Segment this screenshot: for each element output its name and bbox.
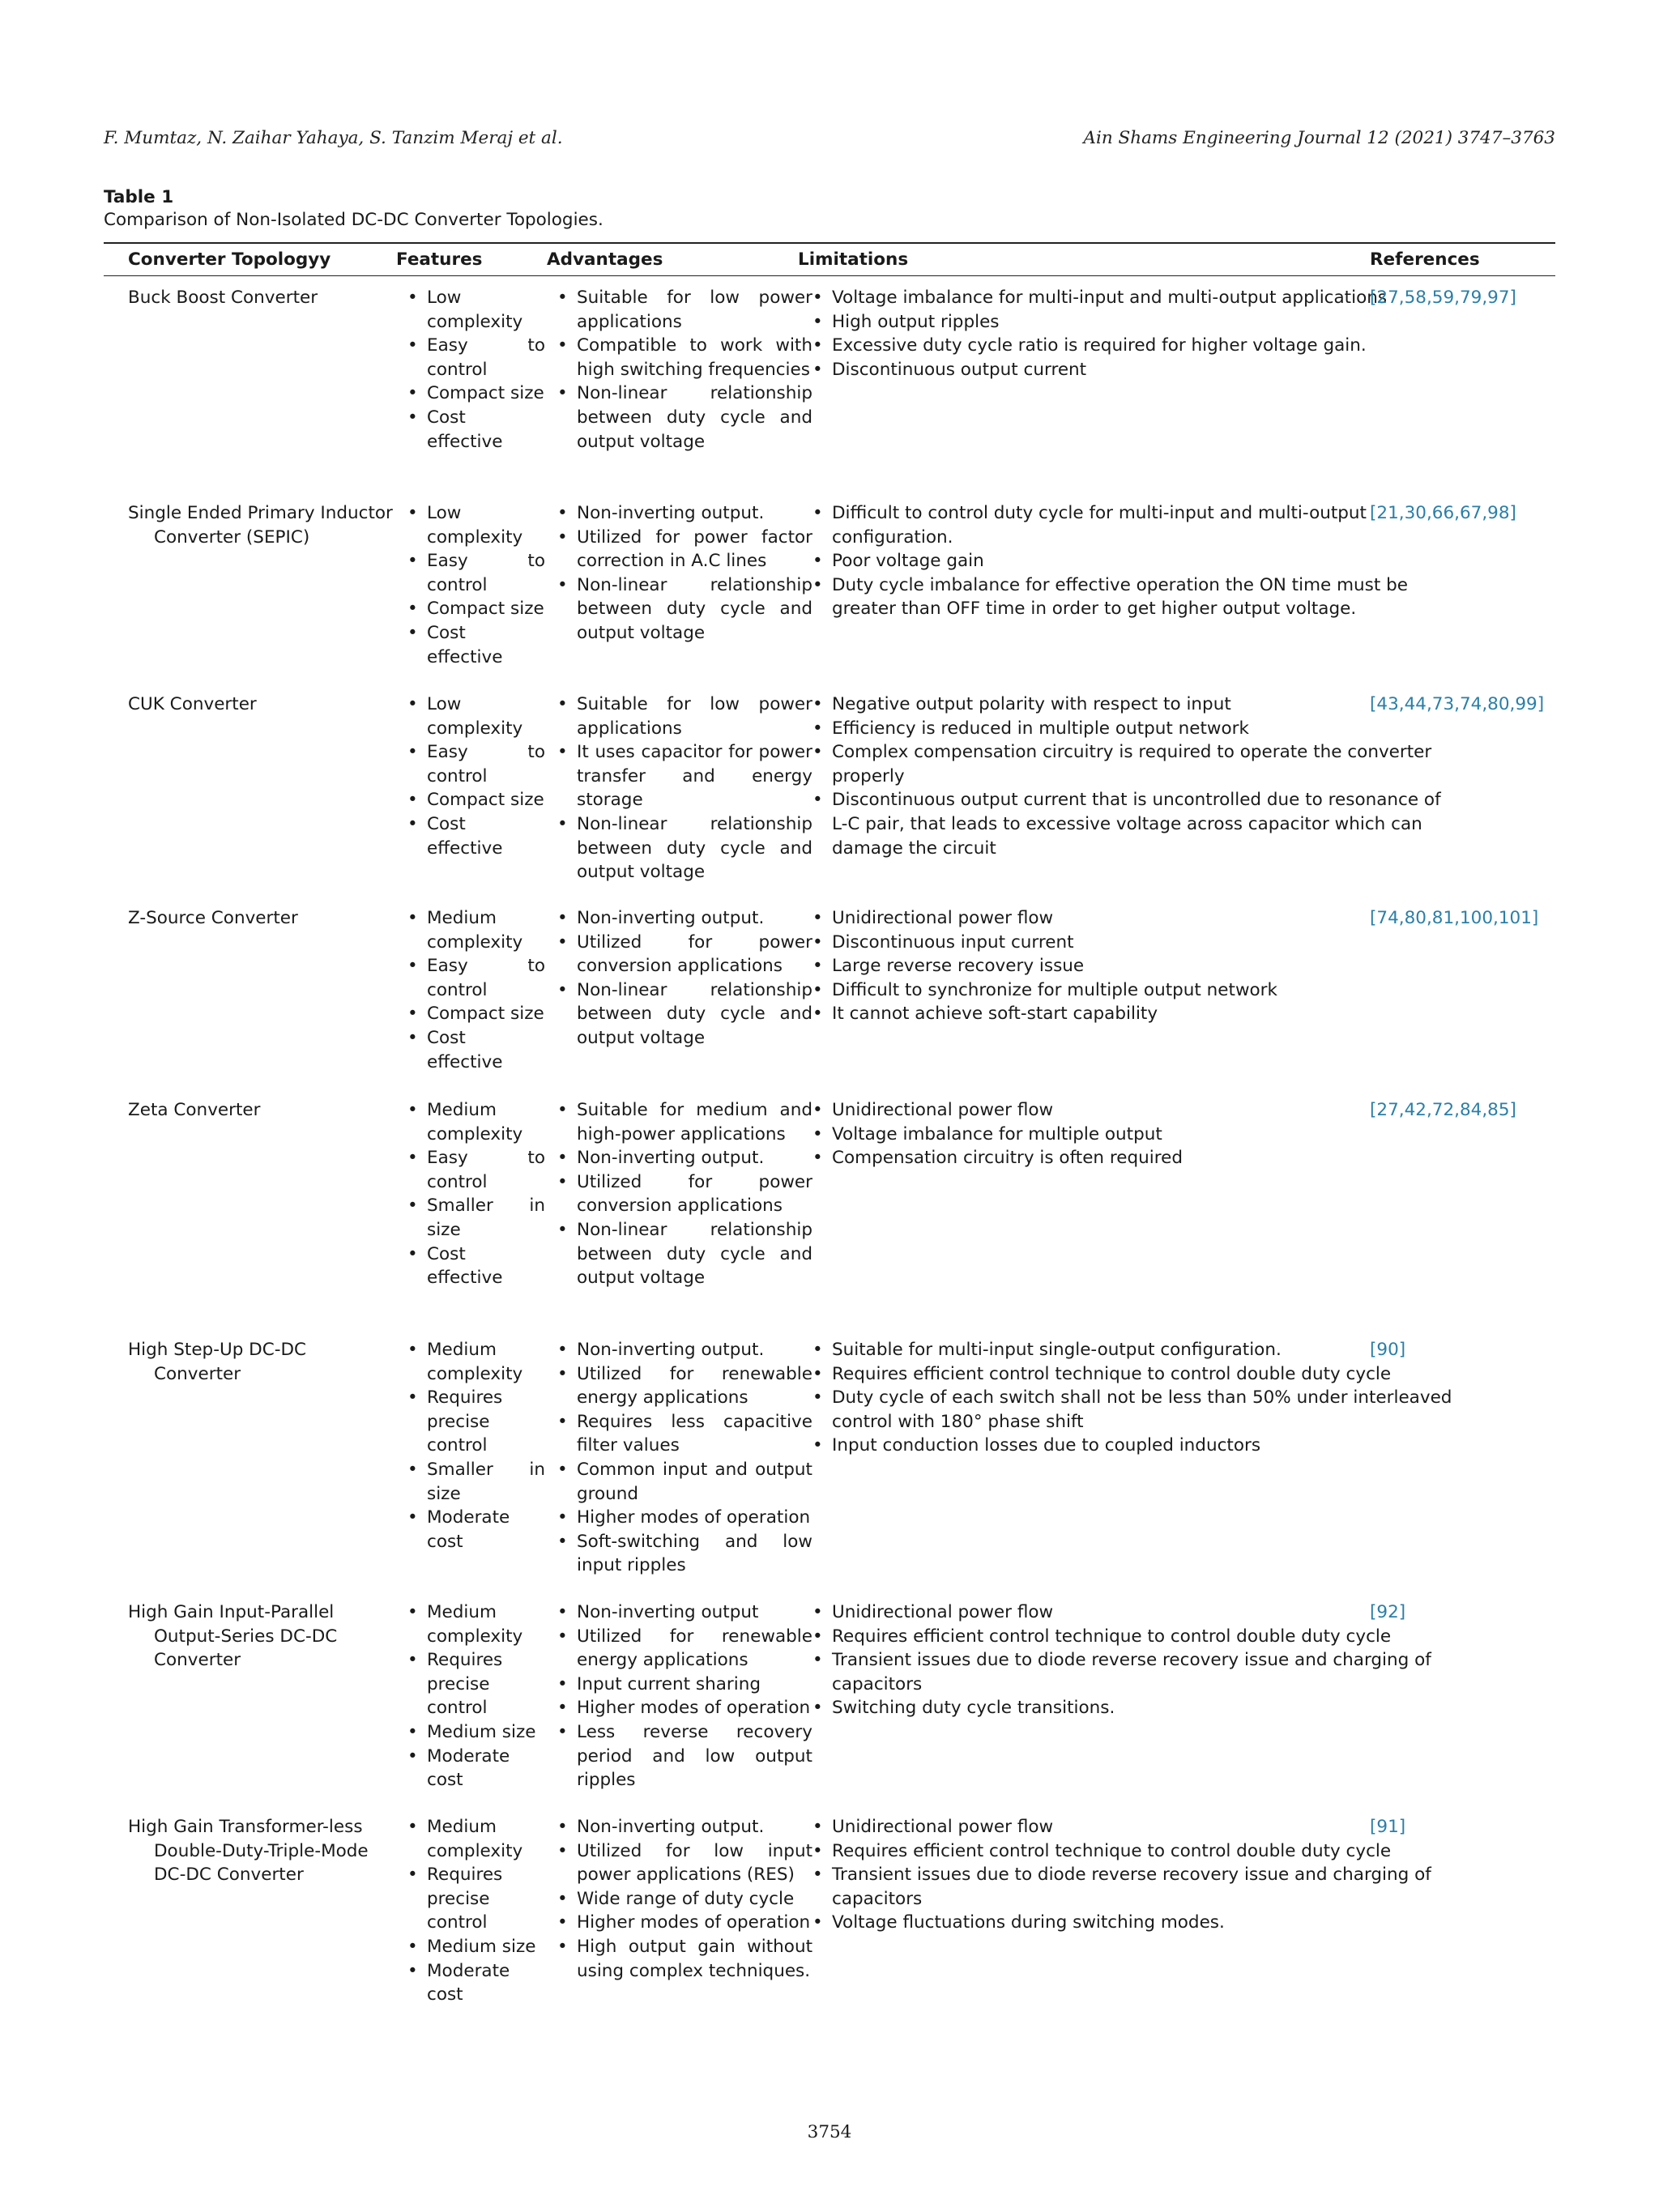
limitations-list [812,1098,1452,1170]
advantages-list [557,906,812,1051]
advantages-item: • It uses capacitor for power transfer and energy storage [557,740,812,812]
limitations-item: • It cannot achieve soft-start capability [812,1002,1452,1026]
advantages-item: • Non-linear relationship between duty cycle and output voltage [557,381,812,454]
limitations-item: • Difficult to control duty cycle for multi-input and multi-output configuration. [812,501,1452,549]
table-label: Table 1 [104,187,174,207]
limitations-cell [812,1338,1452,1458]
features-list [407,1098,545,1290]
limitations-item: • Difficult to synchronize for multiple output network [812,978,1452,1003]
limitations-list [812,1600,1452,1720]
features-item: • Moderate cost [407,1745,545,1792]
topology-cell: Single Ended Primary Inductor Converter (SEPIC) [128,503,393,548]
reference-link[interactable]: [74,80,81,100,101] [1370,908,1539,928]
advantages-item: • Non-linear relationship between duty cycle and output voltage [557,573,812,646]
limitations-item: • Efficiency is reduced in multiple output network [812,717,1452,741]
limitations-item: • Poor voltage gain [812,549,1452,573]
advantages-list [557,1338,812,1578]
advantages-list [557,1815,812,1983]
features-item: • Medium complexity [407,1098,545,1146]
features-item: • Cost effective [407,1026,545,1074]
features-item: • Medium complexity [407,1815,545,1863]
running-header-journal: Ain Shams Engineering Journal 12 (2021) 3747–3763 [1083,128,1555,148]
advantages-cell [557,501,812,646]
advantages-item: • Utilized for renewable energy applications [557,1362,812,1410]
features-item: • Compact size [407,788,545,812]
limitations-list [812,501,1452,621]
limitations-item: • Voltage imbalance for multi-input and multi-output applications [812,286,1452,310]
features-list [407,501,545,669]
limitations-item: • Complex compensation circuitry is required to operate the converter properly [812,740,1452,788]
advantages-item: • Non-inverting output. [557,1146,812,1170]
features-list [407,1338,545,1554]
table-top-rule [104,242,1555,244]
limitations-item: • Suitable for multi-input single-output configuration. [812,1338,1452,1362]
advantages-item: • Utilized for power conversion applications [557,931,812,978]
features-item: • Medium size [407,1935,545,1959]
advantages-cell [557,1815,812,1983]
advantages-list [557,501,812,646]
limitations-item: • Negative output polarity with respect to input [812,693,1452,717]
advantages-cell [557,1600,812,1792]
limitations-item: • Switching duty cycle transitions. [812,1696,1452,1720]
reference-link[interactable]: [92] [1370,1602,1406,1622]
advantages-item: • Less reverse recovery period and low output ripples [557,1720,812,1792]
limitations-item: • Unidirectional power flow [812,1098,1452,1123]
column-header-references: References [1370,249,1480,270]
limitations-list [812,693,1452,860]
features-item: • Easy to control [407,740,545,788]
advantages-item: • Non-inverting output. [557,1815,812,1839]
advantages-item: • Suitable for low power applications [557,693,812,740]
features-cell [407,1338,545,1554]
advantages-list [557,1098,812,1290]
topology-cell: High Step-Up DC-DC Converter [128,1340,307,1384]
features-item: • Requires precise control [407,1386,545,1458]
features-item: • Smaller in size [407,1194,545,1242]
limitations-item: • High output ripples [812,310,1452,335]
limitations-item: • Unidirectional power flow [812,906,1452,931]
limitations-item: • Voltage imbalance for multiple output [812,1123,1452,1147]
advantages-item: • Utilized for power conversion applications [557,1170,812,1218]
reference-link[interactable]: [27,42,72,84,85] [1370,1100,1516,1120]
limitations-item: • Voltage fluctuations during switching modes. [812,1911,1452,1935]
advantages-item: • Non-inverting output. [557,1338,812,1362]
column-header-limitations: Limitations [798,249,909,270]
limitations-item: • Requires efficient control technique to control double duty cycle [812,1362,1452,1387]
advantages-item: • Wide range of duty cycle [557,1887,812,1912]
limitations-item: • Unidirectional power flow [812,1815,1452,1839]
features-item: • Compact size [407,1002,545,1026]
topology-cell: Zeta Converter [128,1100,261,1120]
advantages-list [557,1600,812,1792]
features-cell [407,1098,545,1290]
limitations-item: • Large reverse recovery issue [812,954,1452,978]
features-list [407,906,545,1074]
features-cell [407,906,545,1074]
advantages-item: • Suitable for medium and high-power applications [557,1098,812,1146]
features-item: • Moderate cost [407,1959,545,2007]
features-cell [407,1600,545,1792]
limitations-cell [812,501,1452,621]
page-number: 3754 [807,2122,852,2142]
advantages-item: • Compatible to work with high switching frequencies [557,334,812,381]
limitations-cell [812,906,1452,1026]
limitations-cell [812,1098,1452,1170]
features-list [407,693,545,860]
features-cell [407,501,545,669]
features-item: • Easy to control [407,549,545,597]
reference-link[interactable]: [90] [1370,1340,1406,1360]
limitations-item: • Requires efficient control technique to control double duty cycle [812,1839,1452,1864]
table-caption-text: Comparison of Non-Isolated DC-DC Converter Topologies. [104,210,603,230]
features-list [407,1815,545,2007]
column-header-advantages: Advantages [547,249,663,270]
limitations-item: • Compensation circuitry is often required [812,1146,1452,1170]
running-header-authors: F. Mumtaz, N. Zaihar Yahaya, S. Tanzim Meraj et al. [104,128,563,148]
advantages-item: • Suitable for low power applications [557,286,812,334]
advantages-item: • Input current sharing [557,1673,812,1697]
advantages-item: • Soft-switching and low input ripples [557,1530,812,1578]
limitations-item: • Requires efficient control technique to control double duty cycle [812,1625,1452,1649]
advantages-item: • Higher modes of operation [557,1696,812,1720]
limitations-item: • Discontinuous input current [812,931,1452,955]
advantages-cell [557,286,812,454]
features-item: • Low complexity [407,501,545,549]
reference-link[interactable]: [91] [1370,1817,1406,1837]
features-item: • Medium complexity [407,906,545,954]
features-item: • Requires precise control [407,1863,545,1935]
advantages-item: • Non-inverting output. [557,906,812,931]
advantages-cell [557,906,812,1051]
features-item: • Cost effective [407,406,545,454]
advantages-item: • Utilized for low input power applications (RES) [557,1839,812,1887]
features-item: • Medium complexity [407,1338,545,1386]
reference-link[interactable]: [27,58,59,79,97] [1370,288,1516,308]
table-caption [104,186,603,232]
topology-cell: Buck Boost Converter [128,288,318,308]
limitations-item: • Duty cycle imbalance for effective operation the ON time must be greater than OFF time in order to get higher output voltage. [812,573,1452,621]
limitations-item: • Discontinuous output current [812,358,1452,382]
limitations-cell [812,286,1452,381]
advantages-cell [557,1338,812,1578]
features-item: • Requires precise control [407,1648,545,1720]
advantages-item: • Higher modes of operation [557,1506,812,1530]
features-item: • Cost effective [407,1242,545,1290]
limitations-item: • Transient issues due to diode reverse recovery issue and charging of capacitors [812,1648,1452,1696]
features-item: • Compact size [407,381,545,406]
features-item: • Easy to control [407,334,545,381]
limitations-item: • Input conduction losses due to coupled inductors [812,1434,1452,1458]
advantages-list [557,693,812,884]
advantages-item: • Non-linear relationship between duty cycle and output voltage [557,812,812,884]
features-cell [407,693,545,860]
topology-cell: High Gain Transformer-less Double-Duty-Triple-Mode DC-DC Converter [128,1817,369,1886]
advantages-item: • Utilized for renewable energy applications [557,1625,812,1673]
topology-cell: CUK Converter [128,694,257,714]
reference-link[interactable]: [21,30,66,67,98] [1370,503,1516,523]
limitations-cell [812,693,1452,860]
column-header-features: Features [396,249,483,270]
reference-link[interactable]: [43,44,73,74,80,99] [1370,694,1545,714]
limitations-item: • Excessive duty cycle ratio is required for higher voltage gain. [812,334,1452,358]
features-item: • Medium complexity [407,1600,545,1648]
features-item: • Moderate cost [407,1506,545,1554]
limitations-list [812,906,1452,1026]
topology-cell: Z-Source Converter [128,908,298,928]
column-header-topology: Converter Topologyy [128,249,331,270]
features-cell [407,286,545,454]
advantages-cell [557,693,812,884]
running-header [104,128,1555,152]
advantages-item: • Requires less capacitive filter values [557,1410,812,1458]
advantages-item: • Utilized for power factor correction in A.C lines [557,526,812,573]
features-list [407,1600,545,1792]
advantages-item: • Non-linear relationship between duty cycle and output voltage [557,978,812,1051]
limitations-cell [812,1815,1452,1935]
advantages-item: • Non-inverting output [557,1600,812,1625]
limitations-item: • Discontinuous output current that is uncontrolled due to resonance of L-C pair, that leads to excessive voltage across capacitor which can damage the circuit [812,788,1452,860]
features-item: • Medium size [407,1720,545,1745]
features-item: • Low complexity [407,693,545,740]
limitations-list [812,286,1452,381]
features-list [407,286,545,454]
features-cell [407,1815,545,2007]
advantages-item: • Non-linear relationship between duty cycle and output voltage [557,1218,812,1290]
advantages-list [557,286,812,454]
limitations-cell [812,1600,1452,1720]
features-item: • Easy to control [407,954,545,1002]
features-item: • Cost effective [407,621,545,669]
advantages-item: • Non-inverting output. [557,501,812,526]
limitations-list [812,1815,1452,1935]
advantages-cell [557,1098,812,1290]
features-item: • Low complexity [407,286,545,334]
features-item: • Smaller in size [407,1458,545,1506]
advantages-item: • Common input and output ground [557,1458,812,1506]
table-header-rule [104,275,1555,276]
features-item: • Easy to control [407,1146,545,1194]
limitations-item: • Unidirectional power flow [812,1600,1452,1625]
limitations-list [812,1338,1452,1458]
advantages-item: • Higher modes of operation [557,1911,812,1935]
topology-cell: High Gain Input-Parallel Output-Series DC-DC Converter [128,1602,338,1671]
features-item: • Cost effective [407,812,545,860]
limitations-item: • Transient issues due to diode reverse recovery issue and charging of capacitors [812,1863,1452,1911]
features-item: • Compact size [407,597,545,621]
limitations-item: • Duty cycle of each switch shall not be less than 50% under interleaved control with 180° phase shift [812,1386,1452,1434]
advantages-item: • High output gain without using complex techniques. [557,1935,812,1983]
